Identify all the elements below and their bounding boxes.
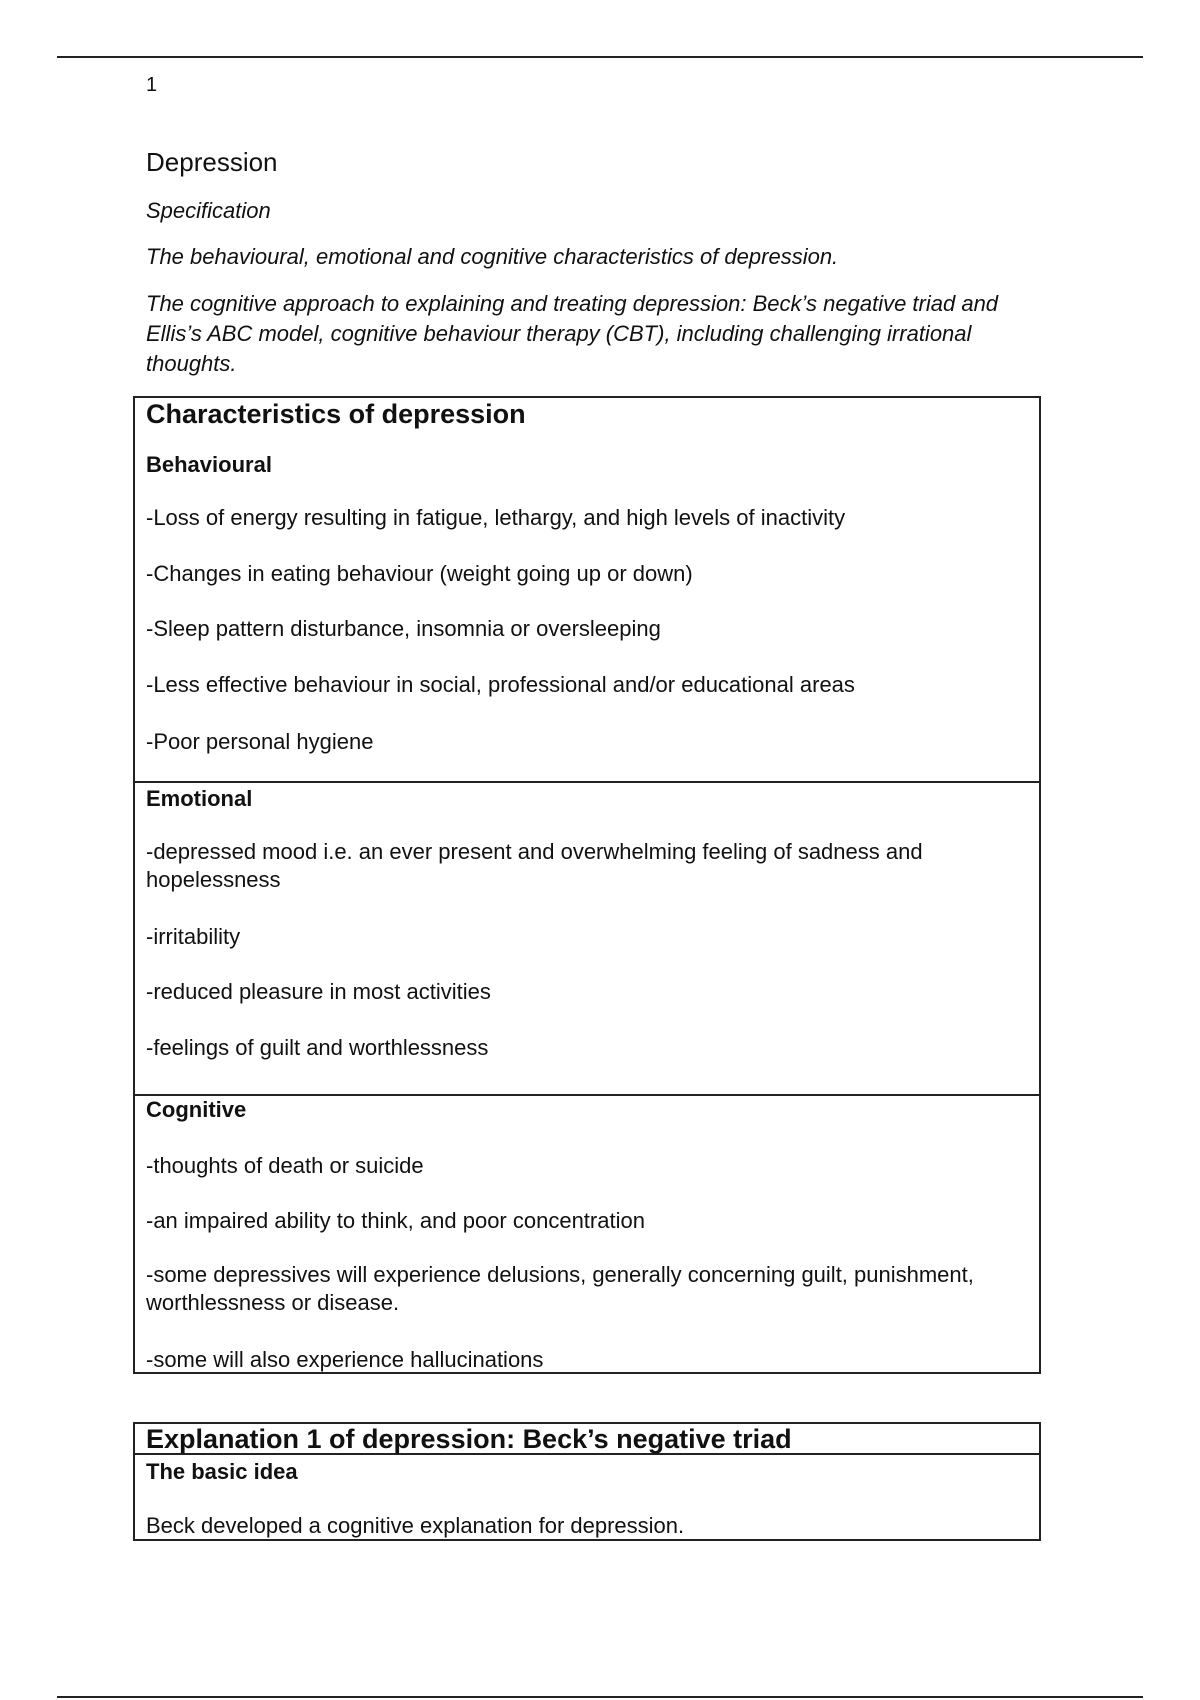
cognitive-item: -thoughts of death or suicide [146, 1153, 424, 1178]
cognitive-item: -some will also experience hallucinations [146, 1347, 544, 1372]
specification-line-1: The behavioural, emotional and cognitive characteristics of depression. [146, 244, 839, 269]
specification-label: Specification [146, 198, 271, 223]
characteristics-divider-cognitive [133, 1094, 1041, 1096]
behavioural-item: -Loss of energy resulting in fatigue, lethargy, and high levels of inactivity [146, 505, 846, 530]
emotional-item: -reduced pleasure in most activities [146, 979, 491, 1004]
behavioural-item: -Sleep pattern disturbance, insomnia or oversleeping [146, 616, 661, 641]
document-title: Depression [146, 147, 278, 177]
emotional-heading: Emotional [146, 786, 253, 811]
behavioural-item: -Less effective behaviour in social, professional and/or educational areas [146, 672, 855, 697]
characteristics-heading: Characteristics of depression [146, 399, 526, 429]
cognitive-heading: Cognitive [146, 1097, 247, 1122]
explanation-subheading: The basic idea [146, 1459, 298, 1484]
emotional-item: -feelings of guilt and worthlessness [146, 1035, 489, 1060]
behavioural-heading: Behavioural [146, 452, 272, 477]
characteristics-divider-emotional [133, 781, 1041, 783]
footer-rule [57, 1696, 1143, 1698]
cognitive-item: -an impaired ability to think, and poor concentration [146, 1208, 645, 1233]
emotional-item: -irritability [146, 924, 241, 949]
behavioural-item: -Changes in eating behaviour (weight going up or down) [146, 561, 693, 586]
explanation-heading: Explanation 1 of depression: Beck’s negative triad [146, 1424, 792, 1454]
behavioural-item: -Poor personal hygiene [146, 729, 374, 754]
page-number: 1 [146, 74, 158, 96]
explanation-text: Beck developed a cognitive explanation for depression. [146, 1513, 685, 1538]
emotional-item: -depressed mood i.e. an ever present and overwhelming feeling of sadness and hopelessness [146, 839, 923, 892]
header-rule [57, 56, 1143, 58]
cognitive-item: -some depressives will experience delusions, generally concerning guilt, punishment, worthlessness or disease. [146, 1262, 974, 1315]
specification-line-2: The cognitive approach to explaining and treating depression: Beck’s negative triad and Ellis’s ABC model, cognitive behaviour therapy (CBT), including challenging irrational thoughts. [146, 291, 999, 376]
